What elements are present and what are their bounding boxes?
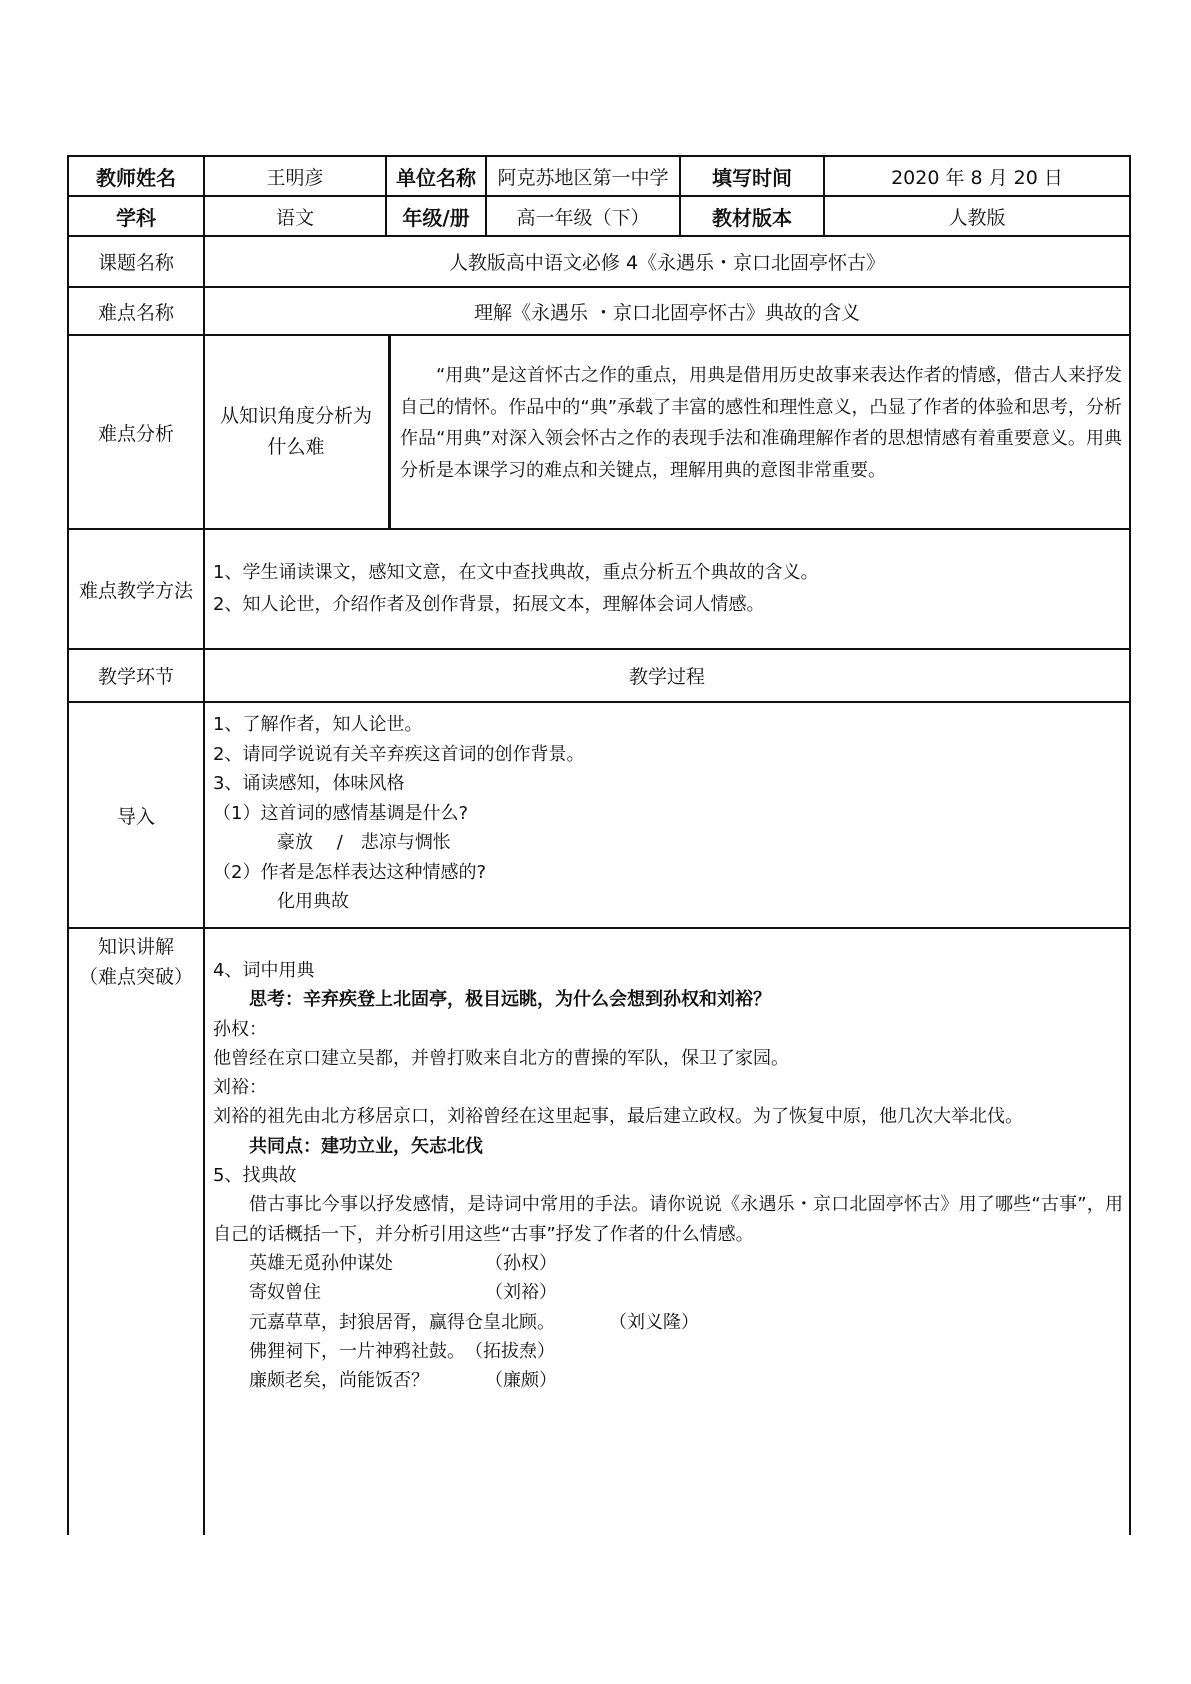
edition-value: 人教版 <box>948 206 1006 229</box>
knowledge-line: 刘裕： <box>213 1077 267 1099</box>
allusion-line: 元嘉草草，封狼居胥，赢得仓皇北顾。 <box>249 1311 555 1333</box>
method-list <box>213 557 1123 620</box>
analysis-label: 难点分析 <box>97 422 174 445</box>
knowledge-label <box>69 932 203 992</box>
table-rule <box>388 334 391 528</box>
intro-line: 3、诵读感知，体味风格 <box>213 773 405 794</box>
allusion-line: 英雄无觅孙仲谋处 <box>249 1252 393 1274</box>
allusion-item <box>213 1278 1123 1307</box>
teacher-label: 教师姓名 <box>96 165 176 190</box>
grade-value: 高一年级（下） <box>516 206 650 229</box>
intro-content <box>213 710 1123 917</box>
knowledge-content <box>213 956 1123 1395</box>
allusion-line: 佛狸祠下，一片神鸦社鼓。 <box>249 1340 465 1362</box>
knowledge-line: 4、词中用典 <box>213 960 315 981</box>
method-item: 1、学生诵读课文，感知文意，在文中查找典故，重点分析五个典故的含义。 <box>213 562 819 583</box>
date-label: 填写时间 <box>712 165 792 190</box>
allusion-item <box>213 1308 1123 1337</box>
method-item: 2、知人论世，介绍作者及创作背景，拓展文本，理解体会词人情感。 <box>213 593 765 615</box>
teacher-name: 王明彦 <box>266 166 324 189</box>
knowledge-label-line: 知识讲解 <box>97 936 174 958</box>
allusion-item <box>213 1249 1123 1278</box>
allusion-person: （刘义隆） <box>609 1311 699 1333</box>
stage-label: 教学环节 <box>97 666 174 688</box>
intro-line: （2）作者是怎样表达这种情感的? <box>213 861 487 883</box>
knowledge-label-line: （难点突破） <box>78 966 193 988</box>
intro-line: 1、了解作者，知人论世。 <box>213 714 423 735</box>
analysis-sub-label: 从知识角度分析为什么难 <box>219 405 372 458</box>
allusion-item <box>213 1366 1123 1395</box>
allusion-person: （刘裕） <box>485 1282 557 1304</box>
analysis-text: “用典”是这首怀古之作的重点，用典是借用历史故事来表达作者的情感，借古人来抒发自己的情怀。作品中的“典”承载了丰富的感性和理性意义，凸显了作者的体验和思考，分析作品“用典”对深入领会怀古之作的表现手法和准确理解作者的思想情感有着重要意义。用典分析是本课学习的难点和关键点，理解用典的意图非常重要。 <box>400 365 1122 481</box>
allusion-person: （廉颇） <box>485 1370 557 1392</box>
intro-label: 导入 <box>116 805 155 828</box>
table-rule <box>67 528 1131 530</box>
knowledge-line: 5、找典故 <box>213 1165 297 1187</box>
table-rule <box>1129 155 1131 1535</box>
edition-label: 教材版本 <box>712 205 792 230</box>
method-label: 难点教学方法 <box>78 579 193 602</box>
grade-label: 年级/册 <box>402 205 470 230</box>
knowledge-line: 孙权： <box>213 1018 267 1040</box>
allusion-line: 寄奴曾住 <box>249 1282 321 1304</box>
intro-line: （1）这首词的感情基调是什么? <box>213 802 469 824</box>
lesson-plan-table <box>67 155 1131 1535</box>
intro-line: 2、请同学说说有关辛弃疾这首词的创作背景。 <box>213 743 585 765</box>
subject-value: 语文 <box>275 206 314 229</box>
allusion-person: （拓拔焘） <box>465 1340 555 1362</box>
difficulty-label: 难点名称 <box>97 301 174 324</box>
date-value: 2020 年 8 月 20 日 <box>891 166 1063 189</box>
topic-value: 人教版高中语文必修 4《永遇乐・京口北固亭怀古》 <box>448 252 886 274</box>
table-rule <box>67 701 1131 703</box>
knowledge-line: 刘裕的祖先由北方移居京口，刘裕曾经在这里起事，最后建立政权。为了恢复中原，他几次大举北伐。 <box>213 1106 1023 1128</box>
allusion-item <box>213 1337 1123 1366</box>
intro-line: 豪放 / 悲凉与惆怅 <box>277 832 451 853</box>
think-question: 思考：辛弃疾登上北固亭，极目远眺，为什么会想到孙权和刘裕？ <box>249 989 771 1011</box>
knowledge-task: 借古事比今事以抒发感情，是诗词中常用的手法。请你说说《永遇乐・京口北固亭怀古》用了哪些“古事”，用自己的话概括一下，并分析引用这些“古事”抒发了作者的什么情感。 <box>213 1194 1123 1245</box>
allusion-line: 廉颇老矣，尚能饭否？ <box>249 1370 429 1392</box>
table-rule <box>203 155 205 1535</box>
subject-label: 学科 <box>116 205 156 230</box>
process-label: 教学过程 <box>628 666 705 688</box>
unit-name: 阿克苏地区第一中学 <box>497 166 669 189</box>
intro-line: 化用典故 <box>277 891 349 912</box>
allusion-person: （孙权） <box>485 1252 557 1274</box>
knowledge-line: 他曾经在京口建立吴都，并曾打败来自北方的曹操的军队，保卫了家园。 <box>213 1047 789 1069</box>
table-rule <box>67 927 1131 929</box>
unit-label: 单位名称 <box>396 165 476 190</box>
common-point: 共同点：建功立业，矢志北伐 <box>249 1135 483 1157</box>
difficulty-value: 理解《永遇乐 ・京口北固亭怀古》典故的含义 <box>473 301 861 324</box>
topic-label: 课题名称 <box>97 252 174 274</box>
